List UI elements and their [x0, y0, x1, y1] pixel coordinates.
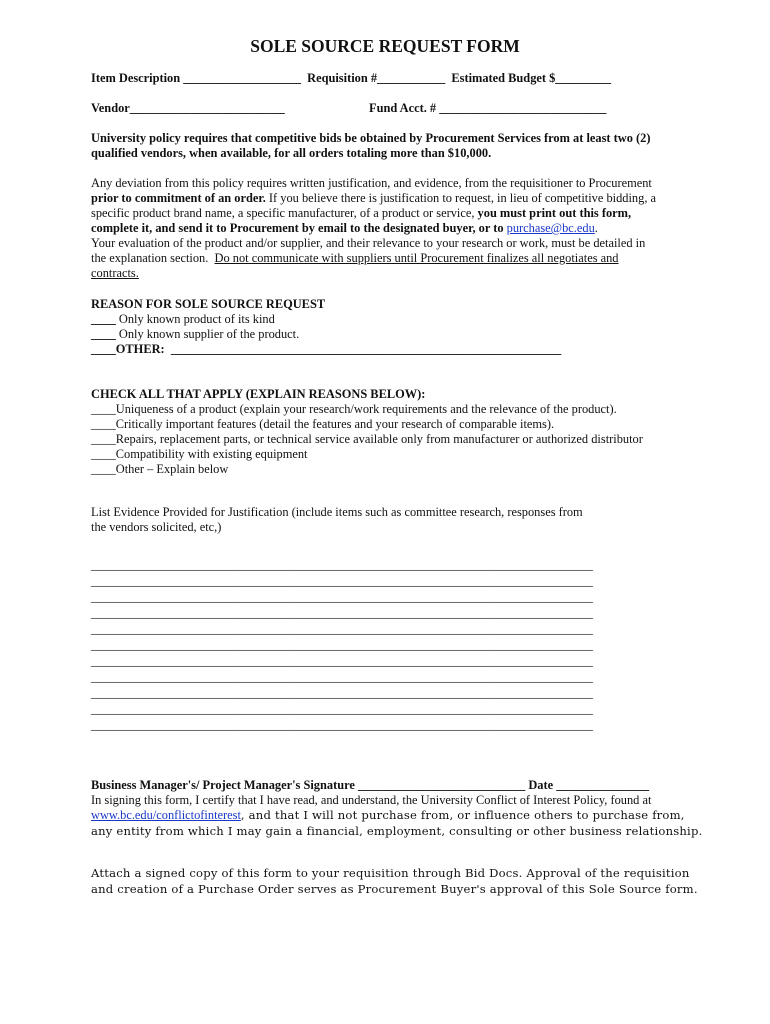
deviation-line-4 — [91, 221, 598, 236]
evidence-line[interactable]: _________________________________________________________________________________ — [91, 606, 593, 620]
deviation-line-6-plain: the explanation section. — [91, 251, 215, 265]
vendor-field[interactable]: Vendor_________________________ — [91, 101, 285, 115]
evidence-line[interactable]: _________________________________________________________________________________ — [91, 622, 593, 636]
evidence-prompt-line-2: the vendors solicited, etc,) — [91, 520, 222, 534]
header-row-item-requisition-budget[interactable]: Item Description ___________________ Requisition #___________ Estimated Budget $_________ — [91, 71, 612, 85]
reason-option-other[interactable]: ____OTHER: _______________________________________________________________ — [91, 342, 562, 356]
attach-instruction-line-2: and creation of a Purchase Order serves as Procurement Buyer's approval of this Sole Source form. — [91, 882, 698, 896]
signature-date-line[interactable]: Business Manager's/ Project Manager's Signature ___________________________ Date _______________ — [91, 778, 650, 792]
evidence-line[interactable]: _________________________________________________________________________________ — [91, 702, 593, 716]
reason-option-supplier-blank[interactable]: ____ — [91, 327, 116, 341]
check-item-other[interactable]: ____Other – Explain below — [91, 462, 229, 476]
certification-line-1: In signing this form, I certify that I have read, and understand, the University Conflict of Interest Policy, found at — [91, 793, 652, 807]
reason-option-supplier-label: Only known supplier of the product. — [115, 327, 300, 341]
do-not-communicate-notice: Do not communicate with suppliers until Procurement finalizes all negotiates and — [214, 251, 619, 265]
reason-option-product[interactable] — [91, 312, 275, 327]
deviation-bold-commitment: prior to commitment of an order. — [91, 191, 266, 205]
reason-option-product-label: Only known product of its kind — [115, 312, 275, 326]
deviation-line-3 — [91, 206, 631, 221]
evidence-prompt-line-1: List Evidence Provided for Justification (include items such as committee research, responses from — [91, 505, 583, 519]
policy-line-2: qualified vendors, when available, for all orders totaling more than $10,000. — [91, 146, 492, 160]
deviation-line-3-plain: specific product brand name, a specific manufacturer, of a product or service, — [91, 206, 478, 220]
evidence-line[interactable]: _________________________________________________________________________________ — [91, 654, 593, 668]
reason-option-product-blank[interactable]: ____ — [91, 312, 116, 326]
deviation-send-instruction: complete it, and send it to Procurement by email to the designated buyer, or to — [91, 221, 507, 235]
deviation-line-7: contracts. — [91, 266, 139, 280]
form-title: SOLE SOURCE REQUEST FORM — [250, 36, 520, 56]
evidence-line[interactable]: _________________________________________________________________________________ — [91, 670, 593, 684]
check-item-repairs[interactable]: ____Repairs, replacement parts, or technical service available only from manufacturer or authorized distributor — [91, 432, 643, 446]
reason-heading: REASON FOR SOLE SOURCE REQUEST — [91, 297, 326, 311]
evidence-line[interactable]: _________________________________________________________________________________ — [91, 686, 593, 700]
deviation-period: . — [594, 221, 598, 235]
policy-line-1: University policy requires that competitive bids be obtained by Procurement Services from at least two (2) — [91, 131, 651, 145]
evidence-line[interactable]: _________________________________________________________________________________ — [91, 590, 593, 604]
fund-account-field[interactable]: Fund Acct. # ___________________________ — [369, 101, 607, 115]
check-item-uniqueness[interactable]: ____Uniqueness of a product (explain your research/work requirements and the relevance of the product). — [91, 402, 617, 416]
evidence-line[interactable]: _________________________________________________________________________________ — [91, 718, 593, 732]
check-all-heading: CHECK ALL THAT APPLY (EXPLAIN REASONS BELOW): — [91, 387, 426, 401]
deviation-line-2-rest: If you believe there is justification to request, in lieu of competitive bidding, a — [265, 191, 657, 205]
deviation-line-5: Your evaluation of the product and/or supplier, and their relevance to your research or work, must be detailed in — [91, 236, 646, 250]
certification-line-3: any entity from which I may gain a financial, employment, consulting or other business relationship. — [91, 824, 703, 838]
certification-line-2 — [91, 808, 685, 823]
reason-option-supplier[interactable] — [91, 327, 299, 342]
evidence-line[interactable]: _________________________________________________________________________________ — [91, 574, 593, 588]
deviation-line-1: Any deviation from this policy requires written justification, and evidence, from the requisitioner to Procurement — [91, 176, 652, 190]
conflict-of-interest-link[interactable]: www.bc.edu/conflictofinterest — [91, 808, 241, 822]
check-item-compatibility[interactable]: ____Compatibility with existing equipment — [91, 447, 308, 461]
certification-line-2-rest: , and that I will not purchase from, or influence others to purchase from, — [240, 808, 685, 822]
deviation-line-2 — [91, 191, 656, 206]
deviation-print-form: you must print out this form, — [477, 206, 632, 220]
attach-instruction-line-1: Attach a signed copy of this form to your requisition through Bid Docs. Approval of the requisition — [91, 866, 690, 880]
evidence-line[interactable]: _________________________________________________________________________________ — [91, 558, 593, 572]
deviation-line-6 — [91, 251, 619, 266]
evidence-line[interactable]: _________________________________________________________________________________ — [91, 638, 593, 652]
check-item-features[interactable]: ____Critically important features (detail the features and your research of comparable items). — [91, 417, 555, 431]
purchase-email-link[interactable]: purchase@bc.edu — [506, 221, 595, 235]
